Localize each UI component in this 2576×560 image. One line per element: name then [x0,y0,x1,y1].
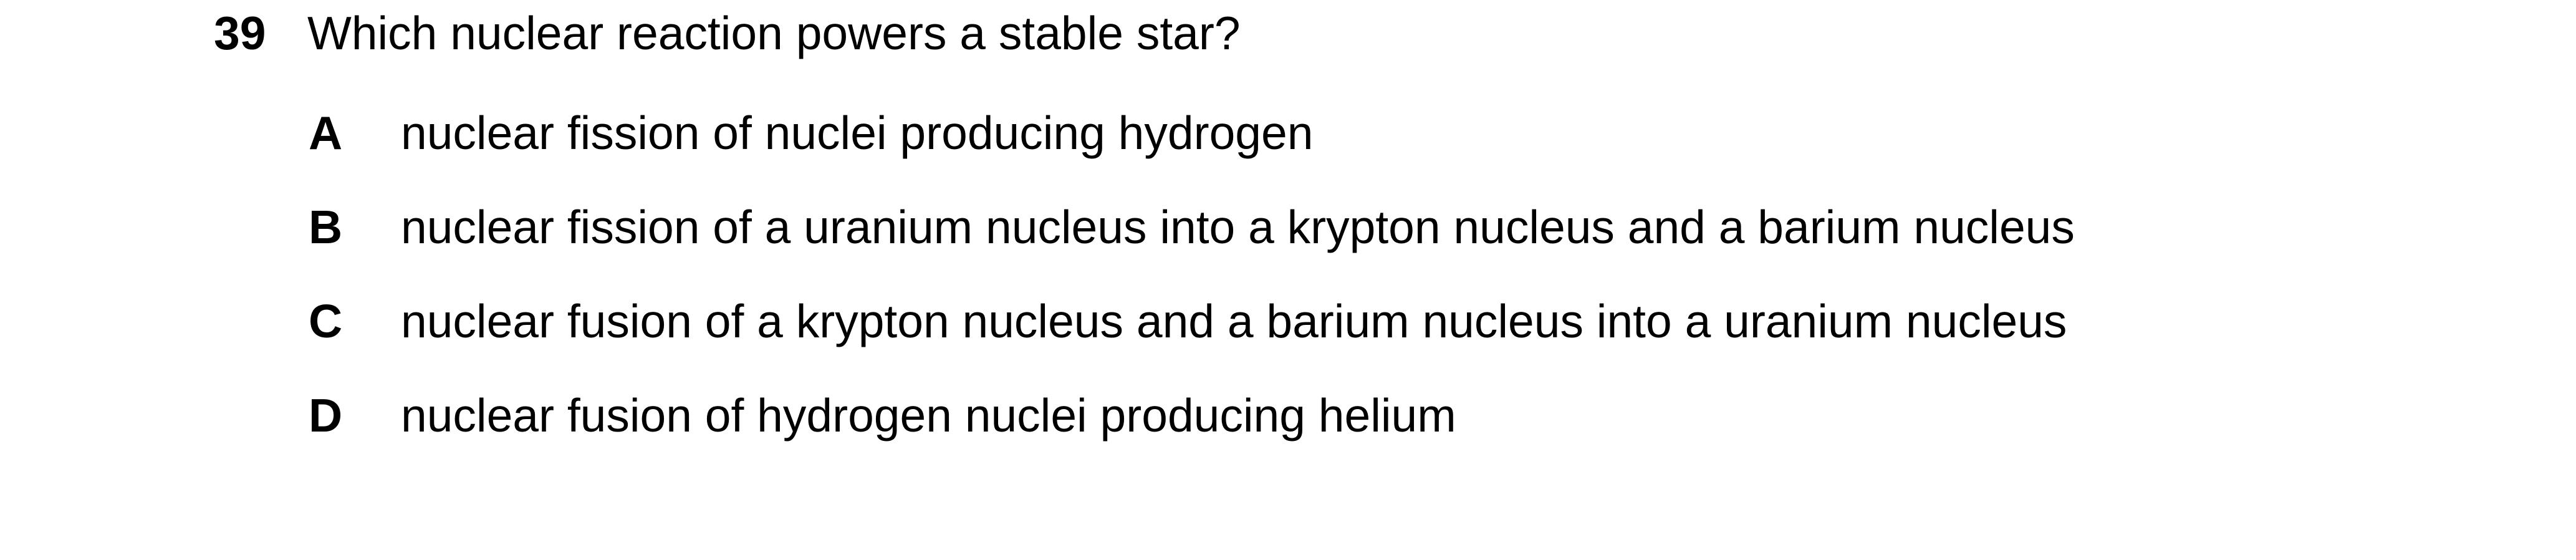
question-text: Which nuclear reaction powers a stable star? [307,7,1241,59]
option-text: nuclear fission of nuclei producing hydrogen [401,107,1314,159]
option-text: nuclear fission of a uranium nucleus into a krypton nucleus and a barium nucleus [401,201,2075,253]
option-letter: C [309,295,343,347]
question-header [214,0,2458,62]
option-letter: A [309,107,343,159]
option-letter: D [309,389,343,442]
option-text: nuclear fusion of hydrogen nuclei producing helium [401,389,1456,442]
option-letter: B [309,201,343,253]
question-number: 39 [214,7,266,59]
question-39 [214,0,2458,442]
option-text: nuclear fusion of a krypton nucleus and a barium nucleus into a uranium nucleus [401,295,2067,347]
